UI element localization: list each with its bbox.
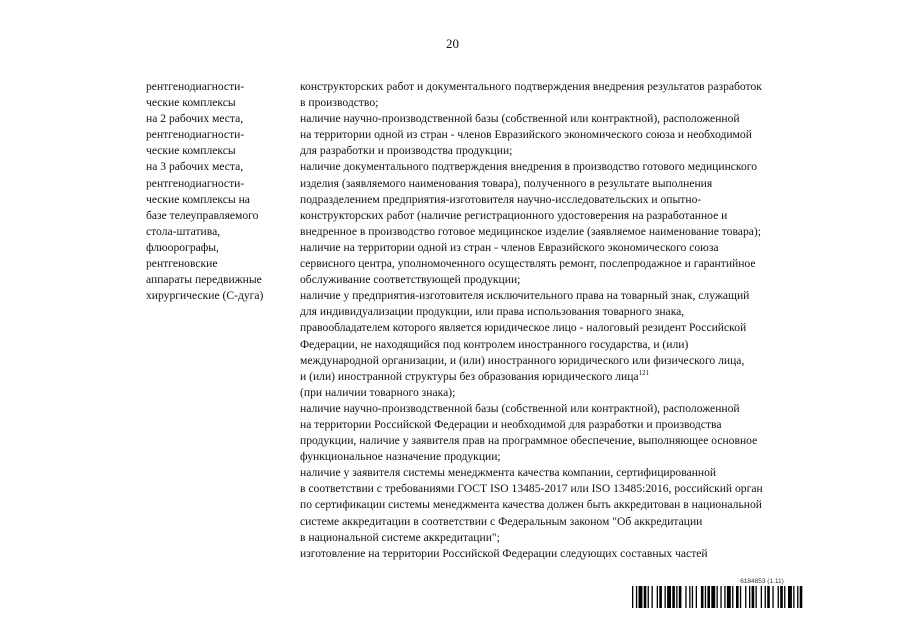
barcode-bar: [761, 586, 762, 608]
right-line: на территории одной из стран - членов Евразийского экономического союза и необходимой: [300, 128, 752, 142]
right-line: внедренное в производство готовое медицинское изделие (заявляемое наименование товара);: [300, 224, 761, 238]
right-line: наличие научно-производственной базы (собственной или контрактной), расположенной: [300, 401, 740, 415]
right-line: изготовление на территории Российской Федерации следующих составных частей: [300, 546, 708, 560]
right-line: сервисного центра, уполномоченного осуществлять ремонт, послепродажное и гарантийное: [300, 257, 756, 271]
barcode-bar: [692, 586, 693, 608]
barcode-bar: [711, 586, 715, 608]
barcode-bar: [667, 586, 671, 608]
barcode-bar: [800, 586, 803, 608]
right-line: функциональное назначение продукции;: [300, 450, 501, 464]
barcode-bar: [740, 586, 741, 608]
barcode-bar: [705, 586, 706, 608]
left-line: базе телеуправляемого: [146, 208, 259, 222]
left-line: рентгенодиагности-: [146, 80, 245, 93]
barcode-bar: [639, 586, 643, 608]
barcode-bar: [657, 586, 658, 608]
right-line: наличие научно-производственной базы (собственной или контрактной), расположенной: [300, 112, 740, 126]
left-column: [146, 79, 296, 304]
right-line-text: и (или) иностранной структуры без образования юридического лица: [300, 369, 639, 383]
right-line: наличие у заявителя системы менеджмента качества компании, сертифицированной: [300, 466, 717, 480]
right-line: наличие у предприятия-изготовителя исключительного права на товарный знак, служащий: [300, 289, 750, 303]
left-line: ческие комплексы: [146, 96, 236, 110]
barcode-bar: [676, 586, 677, 608]
right-line: для индивидуализации продукции, или права использования товарного знака,: [300, 305, 685, 319]
left-line: флюорографы,: [146, 240, 219, 254]
barcode-bar: [652, 586, 653, 608]
right-line: обслуживание соответствующей продукции;: [300, 273, 521, 287]
barcode-bar: [636, 586, 637, 608]
right-line: наличие документального подтверждения внедрения в производство готового медицинского: [300, 160, 758, 174]
left-line: рентгенодиагности-: [146, 128, 245, 142]
barcode-bar: [720, 586, 721, 608]
left-line: на 3 рабочих места,: [146, 160, 244, 174]
barcode-bar: [724, 586, 725, 608]
left-line: стола-штатива,: [146, 224, 221, 238]
right-line: в соответствии с требованиями ГОСТ ISO 13485-2017 или ISO 13485:2016, российский орган: [300, 482, 763, 496]
barcode-bar: [756, 586, 757, 608]
right-line: для разработки и производства продукции;: [300, 144, 513, 158]
barcode-bar: [689, 586, 690, 608]
right-line: международной организации, и (или) иностранного юридического или физического лица,: [300, 353, 745, 367]
barcode-bar: [797, 586, 798, 608]
right-line: на территории Российской Федерации и необходимой для разработки и производства: [300, 417, 722, 431]
barcode-bar: [696, 586, 697, 608]
barcode-bar: [648, 586, 649, 608]
right-line: в национальной системе аккредитации";: [300, 530, 500, 544]
right-line: наличие на территории одной из стран - членов Евразийского экономического союза: [300, 240, 719, 254]
barcode-bar: [665, 586, 666, 608]
barcode-bar: [707, 586, 710, 608]
right-line: системе аккредитации в соответствии с Федеральным законом "Об аккредитации: [300, 514, 703, 528]
barcode-bar: [727, 586, 731, 608]
barcode-bar: [752, 586, 755, 608]
right-column: [300, 79, 870, 562]
barcode-bar: [772, 586, 773, 608]
right-line: (при наличии товарного знака);: [300, 385, 456, 399]
barcode-bar: [679, 586, 682, 608]
barcode-bar: [788, 586, 792, 608]
barcode-bar: [685, 586, 686, 608]
right-line: конструкторских работ (наличие регистрационного удостоверения на разработанное и: [300, 208, 728, 222]
right-line: в производство;: [300, 96, 379, 110]
barcode-bar: [778, 586, 779, 608]
barcode-bar: [632, 586, 633, 608]
barcode-bar: [784, 586, 785, 608]
barcode-bar: [659, 586, 662, 608]
right-line: по сертификации системы менеджмента качества должен быть аккредитован в национальной: [300, 498, 762, 512]
barcode-bar: [701, 586, 704, 608]
barcode-bar: [745, 586, 746, 608]
right-line: правообладателем которого является юридическое лицо - налоговый резидент Российской: [300, 321, 747, 335]
left-line: ческие комплексы: [146, 144, 236, 158]
barcode-bar: [749, 586, 750, 608]
document-code: 6184853 (1.11): [740, 578, 784, 585]
right-line: Федерации, не находящийся под контролем иностранного государства, и (или): [300, 337, 689, 351]
right-line: подразделением предприятия-изготовителя научно-исследовательских и опытно-: [300, 192, 702, 206]
left-line: аппараты передвижные: [146, 273, 262, 287]
left-line: хирургические (С-дуга): [146, 289, 264, 303]
left-line: на 2 рабочих места,: [146, 112, 244, 126]
barcode-bar: [644, 586, 647, 608]
left-line: рентгенодиагности-: [146, 176, 245, 190]
barcode-bar: [732, 586, 733, 608]
barcode-bar: [793, 586, 794, 608]
left-line: ческие комплексы на: [146, 192, 250, 206]
left-line: рентгеновские: [146, 257, 218, 271]
barcode-bar: [767, 586, 770, 608]
barcode-icon: [632, 586, 872, 608]
right-line-with-footnote: [300, 369, 870, 385]
barcode-bar: [736, 586, 739, 608]
page-number: 20: [446, 36, 459, 51]
barcode-bar: [765, 586, 766, 608]
barcode-bar: [672, 586, 675, 608]
right-line: конструкторских работ и документального подтверждения внедрения результатов разработок: [300, 80, 762, 93]
footnote-reference[interactable]: 121: [638, 368, 650, 377]
barcode-bar: [717, 586, 718, 608]
right-line: продукции, наличие у заявителя прав на программное обеспечение, выполняющее основное: [300, 434, 758, 448]
barcode-bar: [780, 586, 783, 608]
right-line: изделия (заявляемого наименования товара), полученного в результате выполнения: [300, 176, 713, 190]
